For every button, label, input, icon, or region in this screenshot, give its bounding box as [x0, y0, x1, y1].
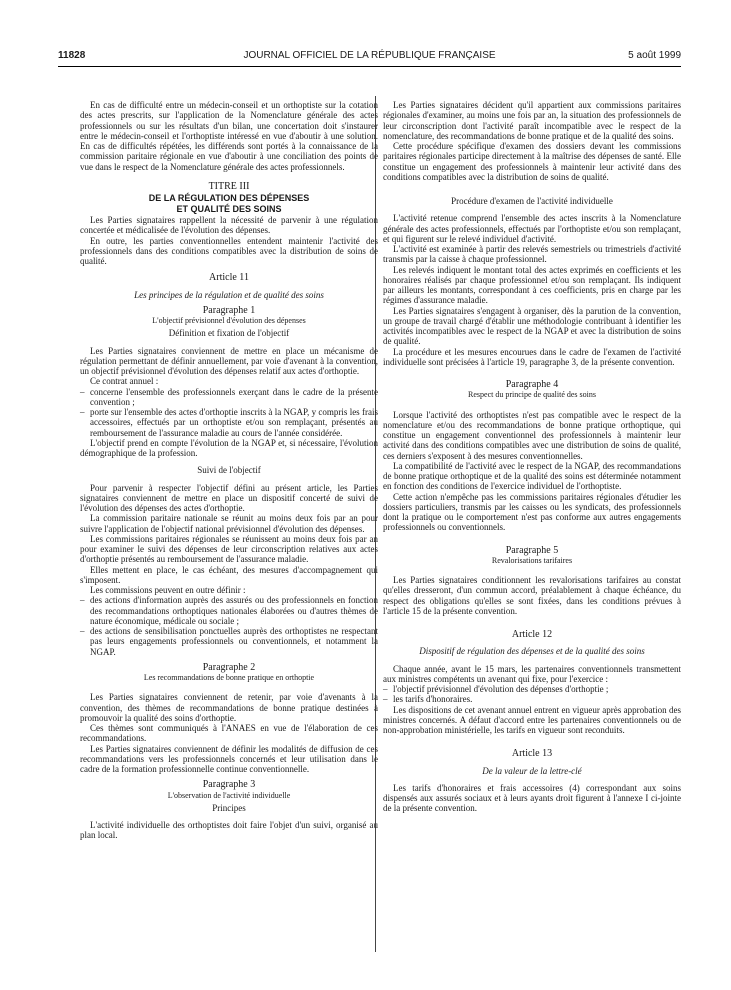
paragraph: Pour parvenir à respecter l'objectif défini au présent article, les Parties signataires conviennent de mettre en place un dispositif concerté de suivi de l'évolution des dépenses des actes d'orthoptie.: [80, 482, 378, 513]
list-item: – porte sur l'ensemble des actes d'orthoptie inscrits à la NGAP, y compris les frais accessoires, effectués par un orthoptiste et/ou son remplaçant, présentés au remboursement de l'assurance maladie au cours de l'année considérée.: [80, 407, 378, 438]
paragraph-heading: Paragraphe 4: [505, 379, 559, 390]
paragraph: Les Parties signataires décident qu'il appartient aux commissions paritaires régionales d'examiner, au moins une fois par an, la situation des professionnels de leur circonscription dont l'activité paraît incompatible avec le respect de la nomenclature, des recommandations de bonne pratique et de la qualité des soins.: [383, 100, 681, 141]
paragraph-subheading: L'objectif prévisionnel d'évolution des dépenses: [152, 316, 306, 325]
article-heading: Article 12: [511, 629, 553, 640]
paragraph-heading: Paragraphe 2: [202, 661, 256, 673]
paragraph-heading: Paragraphe 5: [505, 544, 559, 556]
list-item: – des actions d'information auprès des assurés ou des professionnels en fonction des recommandations orthoptiques nationales élaborées ou d'autres thèmes de nature économique, médicale ou sociale ;: [80, 595, 378, 626]
article-heading: Article 11: [209, 272, 249, 284]
paragraph: Les Parties signataires conditionnent les revalorisations tarifaires au constat qu'elles dresseront, d'un commun accord, préalablement à chaque échéance, du respect des obligations qu'elles se sont fixées, dans les conditions prévues à l'article 15 de la présente convention.: [383, 575, 681, 616]
section-heading: Définition et fixation de l'objectif: [168, 328, 290, 339]
paragraph-heading: Paragraphe 1: [202, 304, 256, 316]
paragraph-heading: Paragraphe 3: [202, 779, 256, 791]
paragraph: La procédure et les mesures encourues dans le cadre de l'examen de l'activité individuelle sont précisées à l'article 19, paragraphe 3, de la présente convention.: [383, 346, 681, 367]
paragraph: Ce contrat annuel :: [90, 376, 159, 387]
bullet-list: [80, 387, 378, 438]
left-column: [80, 100, 378, 841]
paragraph: Les Parties signataires conviennent de mettre en place un mécanisme de régulation permettant de définir annuellement, par voie d'avenant à la convention, un objectif prévisionnel d'évolution des dépenses relatif aux actes d'orthoptie.: [80, 345, 378, 376]
paragraph: Les Parties signataires conviennent de retenir, par voie d'avenants à la convention, des thèmes de recommandations de bonne pratique destinées à promouvoir la qualité des soins d'orthoptie.: [80, 692, 378, 723]
paragraph: La compatibilité de l'activité avec le respect de la NGAP, des recommandations de bonne pratique orthoptique et de la qualité des soins est déterminée notamment en fonction des conditions de l'exercice individuel de l'orthoptiste.: [383, 460, 681, 492]
article-title: Les principes de la régulation et de qualité des soins: [134, 289, 324, 300]
paragraph: Les dispositions de cet avenant annuel entrent en vigueur après approbation des ministres concernés. A défaut d'accord entre les partenaires conventionnels ou de non-approbation ministérielle, les tarifs en vigueur sont reconduits.: [383, 704, 681, 735]
list-item: – l'objectif prévisionnel d'évolution des dépenses d'orthoptie ;: [383, 684, 609, 694]
journal-title: JOURNAL OFFICIEL DE LA RÉPUBLIQUE FRANÇAISE: [243, 50, 496, 61]
section-heading: Suivi de l'objectif: [197, 465, 261, 476]
paragraph-subheading: Respect du principe de qualité des soins: [468, 390, 596, 400]
paragraph: Elles mettent en place, le cas échéant, des mesures d'accompagnement qui s'imposent.: [80, 564, 378, 585]
bullet-list: [383, 684, 681, 705]
paragraph: En outre, les parties conventionnelles entendent maintenir l'activité des professionnels dans des conditions compatibles avec la distribution de soins de qualité.: [80, 235, 378, 266]
paragraph-subheading: Les recommandations de bonne pratique en orthoptie: [143, 673, 315, 682]
paragraph: Les Parties signataires s'engagent à organiser, dès la parution de la convention, un groupe de travail chargé d'établir une méthodologie contribuant à identifier les activités incompatibles avec le respect de la NGAP et avec la distribution de soins de qualité.: [383, 305, 681, 347]
list-item: – les tarifs d'honoraires.: [383, 694, 473, 705]
paragraph: Lorsque l'activité des orthoptistes n'est pas compatible avec le respect de la nomenclature et/ou des recommandations de bonne pratique orthoptique, qui constitue un engagement conventionnel des professionnels à maintenir leur activité dans des conditions compatibles avec une distribution de soins de qualité, ces derniers s'exposent à des mesures conventionnelles.: [383, 409, 681, 461]
paragraph-subheading: L'observation de l'activité individuelle: [167, 790, 291, 800]
paragraph: Les Parties signataires conviennent de définir les modalités de diffusion de ces recommandations vers les professionnels concernés et leur utilisation dans le cadre de la formation professionnelle continue conventionnelle.: [80, 743, 378, 774]
paragraph: Les Parties signataires rappellent la nécessité de parvenir à une régulation concertée et médicalisée de l'évolution des dépenses.: [80, 215, 378, 236]
paragraph: L'objectif prend en compte l'évolution de la NGAP et, si nécessaire, l'évolution démographique de la profession.: [80, 437, 378, 458]
paragraph: L'activité individuelle des orthoptistes doit faire l'objet d'un suivi, organisé au plan local.: [80, 820, 378, 841]
list-item: – concerne l'ensemble des professionnels exerçant dans le cadre de la présente convention ;: [80, 386, 378, 407]
paragraph: Cette procédure spécifique d'examen des dossiers devant les commissions paritaires régionales participe directement à la maîtrise des dépenses de santé. Elle constitue un engagement des professionnels à maintenir leur activité dans des conditions compatibles avec la distribution de soins de qualité.: [383, 141, 681, 182]
publication-date: 5 août 1999: [628, 50, 681, 61]
paragraph: Les commissions peuvent en outre définir :: [90, 585, 246, 595]
paragraph: L'activité est examinée à partir des relevés semestriels ou trimestriels d'activité transmis par la caisse à chaque professionnel.: [383, 244, 681, 265]
paragraph: Chaque année, avant le 15 mars, les partenaires conventionnels transmettent aux ministres compétents un avenant qui fixe, pour l'exercice :: [383, 663, 681, 684]
paragraph-subheading: Revalorisations tarifaires: [491, 555, 573, 565]
paragraph: Ces thèmes sont communiqués à l'ANAES en vue de l'élaboration de ces recommandations.: [80, 723, 378, 744]
right-column: [383, 100, 681, 814]
titre-heading: TITRE III: [208, 180, 250, 192]
paragraph: Les tarifs d'honoraires et frais accessoires (4) correspondant aux soins dispensés aux assurés sociaux et à leurs ayants droit figurent à l'annexe I ci-jointe de la présente convention.: [383, 782, 681, 814]
paragraph: Les relevés indiquent le montant total des actes exprimés en coefficients et les honoraires réalisés par chaque professionnel et/ou son remplaçant. Ils indiquent par ailleurs les montants, correspondant à ces coefficients, pris en charge par les régimes d'assurance maladie.: [383, 264, 681, 306]
section-heading: Principes: [212, 802, 246, 813]
article-title: Dispositif de régulation des dépenses et de la qualité des soins: [419, 646, 645, 657]
paragraph: La commission paritaire nationale se réunit au moins deux fois par an pour suivre l'application de l'objectif national prévisionnel d'évolution des dépenses.: [80, 513, 378, 534]
titre-subheading: ET QUALITÉ DES SOINS: [176, 204, 282, 214]
intro-paragraph: En cas de difficulté entre un médecin-conseil et un orthoptiste sur la cotation des actes prescrits, sur l'application de la Nomenclature générale des actes professionnels ou sur les résultats d'un bilan, une concertation doit s'instaurer entre le médecin-conseil et l'orthoptiste intéressé en vue d'aboutir à une solution. En cas de difficultés répétées, les différends sont portés à la connaissance de la commission paritaire régionale en vue d'aboutir à une conciliation des points de vue dans le respect de la Nomenclature générale des actes professionnels.: [80, 100, 378, 172]
article-heading: Article 13: [511, 748, 553, 760]
paragraph: L'activité retenue comprend l'ensemble des actes inscrits à la Nomenclature générale des actes professionnels, effectués par l'orthoptiste et/ou son remplaçant, et qui figurent sur le relevé individuel d'activité.: [383, 213, 681, 244]
section-heading: Procédure d'examen de l'activité individuelle: [451, 196, 613, 206]
titre-subheading: DE LA RÉGULATION DES DÉPENSES: [148, 193, 310, 203]
article-title: De la valeur de la lettre-clé: [482, 765, 582, 776]
page-header: [58, 48, 681, 67]
list-item: – des actions de sensibilisation ponctuelles auprès des orthoptistes ne respectant pas leurs engagements professionnels ou conventionnels, et notamment la NGAP.: [80, 626, 378, 657]
paragraph: Cette action n'empêche pas les commissions paritaires régionales d'étudier les dossiers particuliers, transmis par les caisses ou les syndicats, des professionnels dont la pratique ou le comportement n'est pas conforme aux autres engagements professionnels ou conventionnels.: [383, 491, 681, 533]
paragraph: Les commissions paritaires régionales se réunissent au moins deux fois par an pour examiner le suivi des dépenses de leur circonscription relatives aux actes d'orthoptie présentés au remboursement de l'assurance maladie.: [80, 533, 378, 565]
page-number: 11828: [58, 50, 86, 61]
bullet-list: [80, 595, 378, 657]
